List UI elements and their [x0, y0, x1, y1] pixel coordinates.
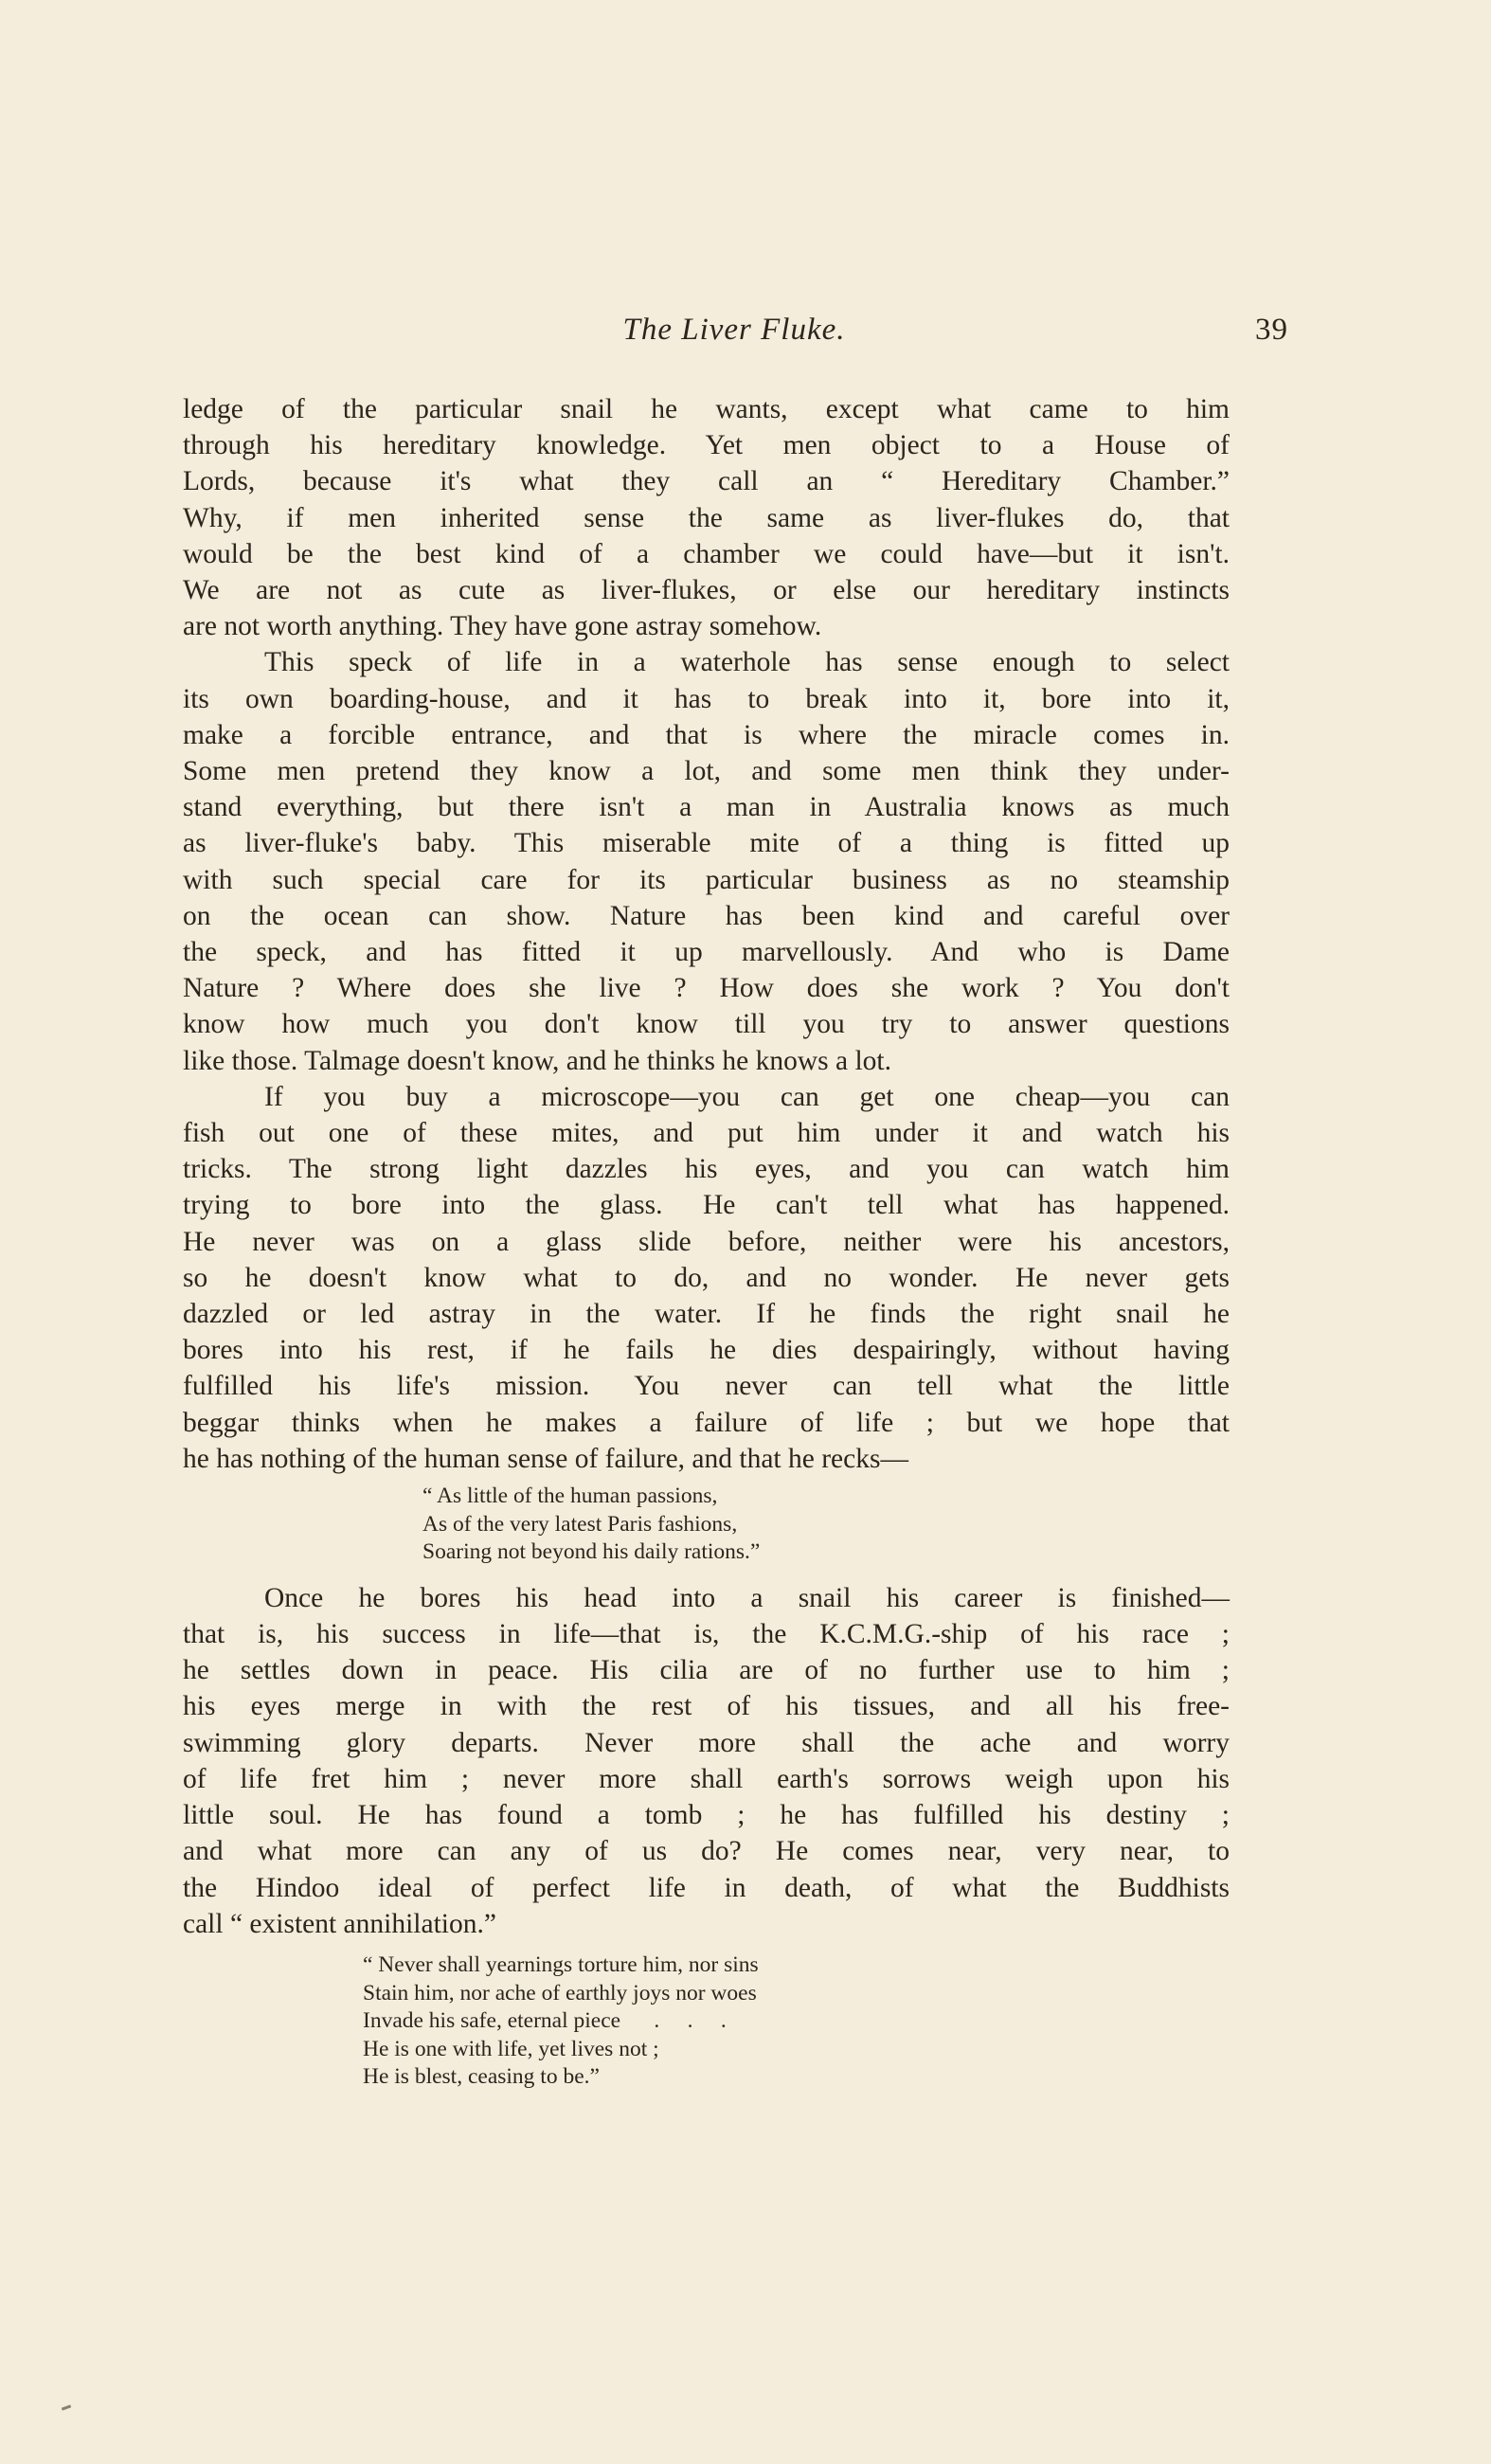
- text-line: his eyes merge in with the rest of his tissues, and all his free-: [183, 1691, 1230, 1722]
- verse-quote-1: [183, 1483, 1230, 1567]
- text-line: ledge of the particular snail he wants, except what came to him: [183, 394, 1230, 424]
- verse-line: Stain him, nor ache of earthly joys nor woes: [363, 1980, 757, 2005]
- verse-line: Soaring not beyond his daily rations.”: [422, 1539, 761, 1565]
- text-line: Why, if men inherited sense the same as liver-flukes do, that: [183, 502, 1230, 533]
- verse-line: “ Never shall yearnings torture him, nor sins: [363, 1951, 759, 1977]
- text-line: dazzled or led astray in the water. If he finds the right snail he: [183, 1299, 1230, 1330]
- text-line: so he doesn't know what to do, and no wonder. He never gets: [183, 1262, 1230, 1293]
- running-title: The Liver Fluke.: [622, 313, 846, 347]
- text-line: Nature ? Where does she live ? How does she work ? You don't: [183, 973, 1230, 1004]
- text-line: Lords, because it's what they call an “ Hereditary Chamber.”: [183, 466, 1230, 497]
- text-line: He never was on a glass slide before, neither were his ancestors,: [183, 1226, 1230, 1257]
- text-line: This speck of life in a waterhole has sense enough to select: [264, 647, 1230, 678]
- text-line: fish out one of these mites, and put him under it and watch his: [183, 1118, 1230, 1149]
- text-line: as liver-fluke's baby. This miserable mite of a thing is fitted up: [183, 828, 1230, 859]
- text-line: of life fret him ; never more shall earth's sorrows weigh upon his: [183, 1763, 1230, 1794]
- text-line: beggar thinks when he makes a failure of life ; but we hope that: [183, 1407, 1230, 1438]
- paragraph-2: [183, 644, 1230, 1078]
- text-line: little soul. He has found a tomb ; he has fulfilled his destiny ;: [183, 1800, 1230, 1831]
- text-line: We are not as cute as liver-flukes, or else our hereditary instincts: [183, 575, 1230, 606]
- verse-line: Invade his safe, eternal piece . . .: [363, 2008, 727, 2034]
- text-line: bores into his rest, if he fails he dies despairingly, without having: [183, 1335, 1230, 1366]
- page-number: 39: [1255, 313, 1288, 347]
- text-line: trying to bore into the glass. He can't tell what has happened.: [183, 1190, 1230, 1221]
- text-line: know how much you don't know till you try to answer questions: [183, 1009, 1230, 1040]
- verse-line: As of the very latest Paris fashions,: [422, 1511, 738, 1537]
- text-line: through his hereditary knowledge. Yet men object to a House of: [183, 430, 1230, 461]
- text-line: he has nothing of the human sense of failure, and that he recks—: [183, 1443, 908, 1474]
- verse-line: “ As little of the human passions,: [422, 1484, 718, 1509]
- body-text: [183, 391, 1230, 2105]
- text-line: swimming glory departs. Never more shall the ache and worry: [183, 1727, 1230, 1758]
- text-line: its own boarding-house, and it has to break into it, bore into it,: [183, 683, 1230, 714]
- text-line: call “ existent annihilation.”: [183, 1908, 496, 1939]
- text-line: tricks. The strong light dazzles his eyes, and you can watch him: [183, 1154, 1230, 1185]
- text-line: the speck, and has fitted it up marvellously. And who is Dame: [183, 937, 1230, 968]
- text-line: stand everything, but there isn't a man in Australia knows as much: [183, 792, 1230, 823]
- text-line: are not worth anything. They have gone astray somehow.: [183, 611, 822, 642]
- text-line: would be the best kind of a chamber we could have—but it isn't.: [183, 538, 1230, 569]
- text-line: make a forcible entrance, and that is where the miracle comes in.: [183, 719, 1230, 750]
- text-line: and what more can any of us do? He comes near, very near, to: [183, 1836, 1230, 1867]
- verse-line: He is blest, ceasing to be.”: [363, 2064, 600, 2090]
- text-line: that is, his success in life—that is, the K.C.M.G.-ship of his race ;: [183, 1619, 1230, 1650]
- text-line: like those. Talmage doesn't know, and he thinks he knows a lot.: [183, 1045, 892, 1076]
- paragraph-4: [183, 1580, 1230, 1942]
- text-line: Once he bores his head into a snail his career is finished—: [264, 1582, 1230, 1613]
- text-line: Some men pretend they know a lot, and some men think they under-: [183, 756, 1230, 787]
- text-line: he settles down in peace. His cilia are of no further use to him ;: [183, 1655, 1230, 1686]
- running-head: [180, 313, 1288, 360]
- paragraph-1: [183, 391, 1230, 644]
- text-line: with such special care for its particular business as no steamship: [183, 864, 1230, 895]
- text-line: If you buy a microscope—you can get one cheap—you can: [264, 1081, 1230, 1112]
- text-line: fulfilled his life's mission. You never can tell what the little: [183, 1371, 1230, 1402]
- page-blemish: [62, 2404, 71, 2410]
- verse-line: He is one with life, yet lives not ;: [363, 2036, 659, 2061]
- verse-quote-2: [183, 1951, 1230, 2092]
- paragraph-3: [183, 1079, 1230, 1477]
- text-line: on the ocean can show. Nature has been kind and careful over: [183, 900, 1230, 931]
- text-line: the Hindoo ideal of perfect life in death, of what the Buddhists: [183, 1872, 1230, 1903]
